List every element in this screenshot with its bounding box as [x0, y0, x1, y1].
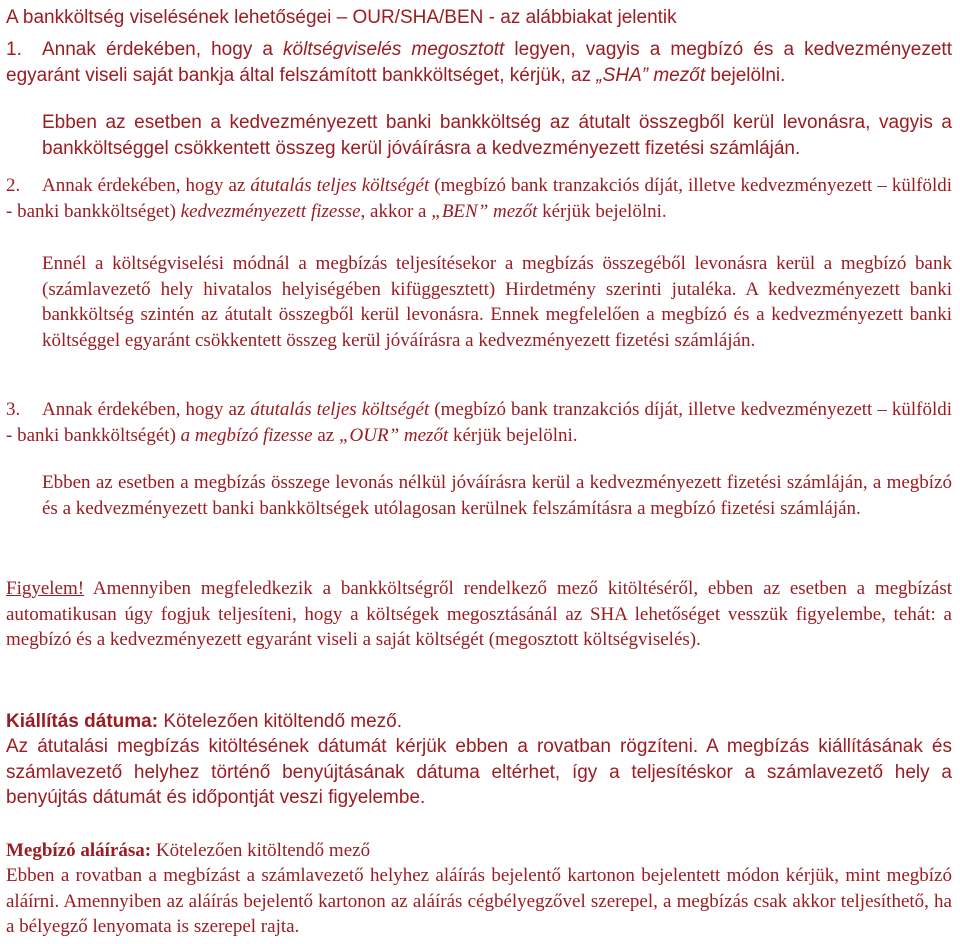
item-3-number: 3.: [6, 399, 21, 420]
issue-date-heading: Kiállítás dátuma: Kötelezően kitöltendő mező.: [6, 711, 403, 732]
item-3-explanation: Ebben az esetben a megbízás összege levonás nélkül jóváírásra kerül a kedvezményezett fizetési számláján, a megbízó és a kedvezményezett banki bankköltségek utólagosan kerülnek felszámításra a megbízó fizetési számláján.: [42, 472, 952, 519]
item-2-number: 2.: [6, 175, 21, 196]
warning-paragraph: Figyelem! Amennyiben megfeledkezik a bankköltségről rendelkező mező kitöltéséről, ebben az esetben a megbízást automatikusan úgy fogjuk teljesíteni, hogy a költségek megosztásánál az SHA lehetőséget vesszük figyelembe, tehát: a megbízó és a kedvezményezett egyaránt viseli a saját költségét (megosztott költségviselés).: [6, 578, 952, 650]
signature-heading: Megbízó aláírása: Kötelezően kitöltendő mező: [6, 840, 371, 861]
issue-date-label: Kiállítás dátuma:: [6, 711, 159, 732]
item-1-number: 1.: [6, 39, 22, 60]
item-3-intro: 3. Annak érdekében, hogy az átutalás teljes költségét (megbízó bank tranzakciós díját, illetve kedvezményezett – külföldi - banki bankköltségét) a megbízó fizesse az „OUR” mezőt kérjük bejelölni.: [6, 399, 952, 446]
item-2-intro: 2. Annak érdekében, hogy az átutalás teljes költségét (megbízó bank tranzakciós díját, illetve kedvezményezett – külföldi - banki bankköltséget) kedvezményezett fizesse, akkor a „BEN” mezőt kérjük bejelölni.: [6, 175, 952, 222]
item-2-explanation: Ennél a költségviselési módnál a megbízás teljesítésekor a megbízás összegéből levonásra kerül a megbízó bank (számlavezető hely hivatalos helyiségében kifüggesztett) Hirdetmény szerinti jutaléka. A kedvezményezett banki bankköltség szintén az átutalt összegből kerül levonásra. Ennek megfelelően a megbízó és a kedvezményezett banki költséggel egyaránt csökkentett összeg kerül jóváírásra a kedvezményezett fizetési számláján.: [42, 253, 952, 351]
signature-label: Megbízó aláírása:: [6, 840, 152, 861]
page-title: A bankköltség viselésének lehetőségei – OUR/SHA/BEN - az alábbiakat jelentik: [6, 7, 677, 28]
signature-description: Ebben a rovatban a megbízást a számlavezető helyhez aláírás bejelentő kartonon bejelentett módon kérjük, mint megbízó aláírni. Amennyiben az aláírás bejelentő kartonon az aláírás cégbélyegzővel szerepel, a megbízás csak akkor teljesíthető, ha a bélyegző lenyomata is szerepel rajta.: [6, 865, 952, 937]
issue-date-description: Az átutalási megbízás kitöltésének dátumát kérjük ebben a rovatban rögzíteni. A megbízás kiállításának és számlavezető helyhez történő benyújtásának dátuma eltérhet, így a teljesítéskor a számlavezető hely a benyújtás dátumát és időpontját veszi figyelembe.: [6, 736, 952, 808]
item-1-explanation: Ebben az esetben a kedvezményezett banki bankköltség az átutalt összegből kerül levonásra, vagyis a bankköltséggel csökkentett összeg kerül jóváírásra a kedvezményezett fizetési számláján.: [42, 112, 952, 159]
item-1-intro: 1. Annak érdekében, hogy a költségviselés megosztott legyen, vagyis a megbízó és a kedvezményezett egyaránt viseli saját bankja által felszámított bankköltséget, kérjük, az „SHA” mezőt bejelölni.: [6, 39, 952, 86]
warning-label: Figyelem!: [6, 578, 85, 599]
